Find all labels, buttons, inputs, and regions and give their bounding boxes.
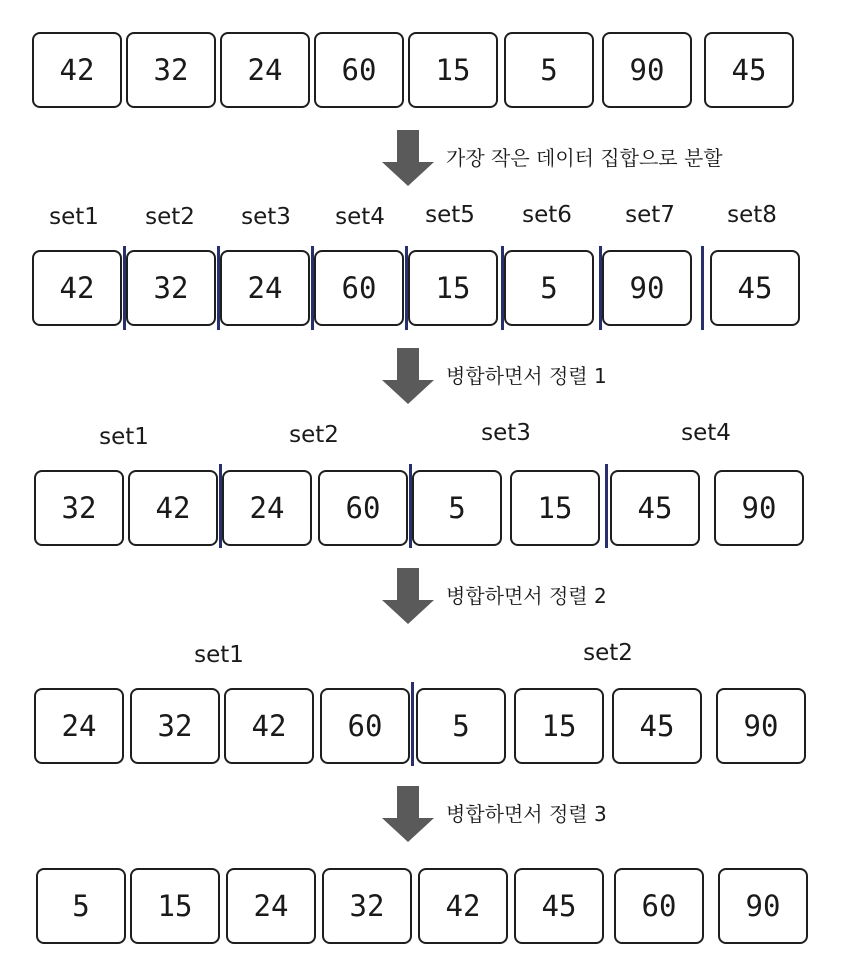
value-box: 60 <box>314 250 404 326</box>
set-label: set4 <box>335 204 385 230</box>
value-box: 5 <box>504 250 594 326</box>
down-arrow-icon <box>380 784 436 844</box>
value-box: 32 <box>126 250 216 326</box>
value-box: 45 <box>612 688 702 764</box>
value-box: 32 <box>34 470 124 546</box>
set-label: set5 <box>425 202 475 228</box>
set-label: set7 <box>625 202 675 228</box>
set-label: set1 <box>99 424 149 450</box>
value-box: 90 <box>602 32 692 108</box>
set-label: set8 <box>727 202 777 228</box>
value-box: 90 <box>718 868 808 944</box>
set-label: set6 <box>522 202 572 228</box>
value-box: 45 <box>710 250 800 326</box>
value-box: 90 <box>716 688 806 764</box>
value-box: 42 <box>32 250 122 326</box>
value-box: 24 <box>220 250 310 326</box>
set-label: set3 <box>241 204 291 230</box>
value-box: 15 <box>514 688 604 764</box>
set-label: set2 <box>289 422 339 448</box>
value-box: 15 <box>408 32 498 108</box>
value-box: 24 <box>222 470 312 546</box>
step-label: 병합하면서 정렬 1 <box>446 364 607 388</box>
value-box: 60 <box>614 868 704 944</box>
value-box: 42 <box>32 32 122 108</box>
set-label: set3 <box>481 420 531 446</box>
set-label: set1 <box>194 642 244 668</box>
value-box: 60 <box>314 32 404 108</box>
value-box: 32 <box>322 868 412 944</box>
step-label: 병합하면서 정렬 2 <box>446 584 607 608</box>
set-divider <box>411 682 414 766</box>
down-arrow-icon <box>380 346 436 406</box>
value-box: 45 <box>610 470 700 546</box>
set-divider <box>701 246 704 330</box>
value-box: 24 <box>34 688 124 764</box>
value-box: 5 <box>416 688 506 764</box>
value-box: 32 <box>130 688 220 764</box>
value-box: 90 <box>714 470 804 546</box>
down-arrow-icon <box>380 566 436 626</box>
value-box: 60 <box>320 688 410 764</box>
value-box: 5 <box>412 470 502 546</box>
value-box: 42 <box>224 688 314 764</box>
set-label: set2 <box>583 640 633 666</box>
value-box: 32 <box>126 32 216 108</box>
set-label: set4 <box>681 420 731 446</box>
value-box: 15 <box>130 868 220 944</box>
step-label: 병합하면서 정렬 3 <box>446 802 607 826</box>
value-box: 60 <box>318 470 408 546</box>
value-box: 15 <box>408 250 498 326</box>
value-box: 90 <box>602 250 692 326</box>
set-label: set1 <box>49 204 99 230</box>
step-label: 가장 작은 데이터 집합으로 분할 <box>446 146 723 170</box>
value-box: 24 <box>220 32 310 108</box>
set-label: set2 <box>145 204 195 230</box>
set-divider <box>605 464 608 548</box>
value-box: 5 <box>504 32 594 108</box>
value-box: 15 <box>510 470 600 546</box>
value-box: 45 <box>514 868 604 944</box>
value-box: 45 <box>704 32 794 108</box>
value-box: 24 <box>226 868 316 944</box>
value-box: 42 <box>128 470 218 546</box>
value-box: 42 <box>418 868 508 944</box>
down-arrow-icon <box>380 128 436 188</box>
value-box: 5 <box>36 868 126 944</box>
